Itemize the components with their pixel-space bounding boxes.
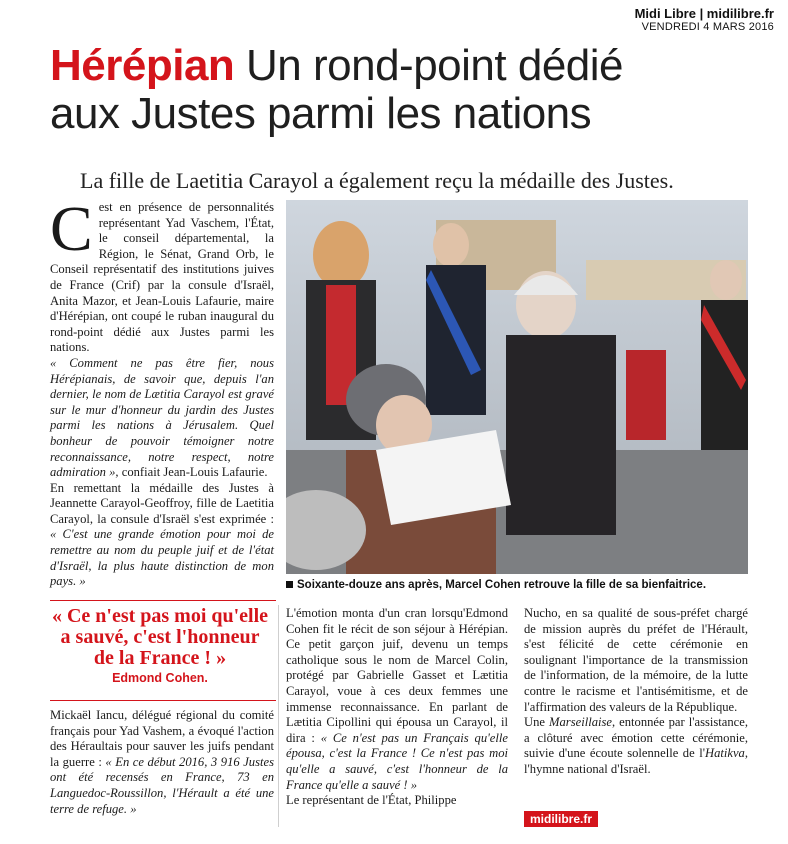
photo-illustration: [286, 200, 748, 574]
deck-subtitle: La fille de Laetitia Carayol a également reçu la médaille des Justes.: [80, 168, 674, 193]
col2-paragraph-2: Le représentant de l'État, Philippe: [286, 793, 457, 808]
midilibre-badge[interactable]: midilibre.fr: [524, 811, 598, 827]
brand-line: Midi Libre | midilibre.fr: [634, 6, 774, 21]
col1b-quote: « En ce début 2016, 3 916 Justes ont été recensés en France, 73 en Languedoc-Roussillon, l'Hérault a été une terre de refuge. »: [50, 754, 274, 816]
col1-quote-1: « Comment ne pas être fier, nous Hérépianais, de savoir que, depuis l'an dernier, le nom de Lætitia Carayol est gravé sur le mur d'honneur du jardin des Justes parmi les nations à Jérusalem. Quel bonheur de pouvoir témoigner notre reconnaissance, notre respect, notre admiration »,: [50, 355, 274, 480]
article-column-1: [50, 193, 274, 590]
col2-paragraph-1: L'émotion monta d'un cran lorsqu'Edmond Cohen fit le récit de son séjour à Hérépian. Ce petit garçon juif, devenu un temps catholique sous le nom de Marcel Colin, protégé par Gabrielle Gasset et Lætitia Carayol, voue à ces deux femmes une immense reconnaissance. En parlant de Lætitia Cipollini qui épousa un Carayol, il dira :: [286, 606, 508, 745]
headline-place: Hérépian: [50, 41, 235, 90]
masthead: [635, 6, 774, 33]
col3-marseillaise: Marseillaise: [549, 715, 612, 730]
headline-line2: aux Justes parmi les nations: [50, 89, 592, 138]
article-column-3: [524, 606, 748, 778]
col3-text-a: Une: [524, 715, 550, 730]
dropcap: C: [50, 193, 93, 264]
article-column-1-continued: [50, 708, 274, 817]
col1b-paragraph: Mickaël Iancu, délégué régional du comité français pour Yad Vashem, a évoqué l'action des Héraultais pour sauver les juifs pendant la guerre :: [50, 708, 274, 769]
col2-quote: « Ce n'est pas un Français qu'elle épousa, c'est la France ! Ce n'est pas moi qu'elle a sauvé, c'est l'honneur de la France qu'elle a sauvé ! »: [286, 730, 508, 792]
pullquote-author: Edmond Cohen.: [112, 671, 208, 685]
ceremony-photo: [286, 200, 748, 574]
col1-paragraph-3: En remettant la médaille des Justes à Jeannette Carayol-Geoffroy, fille de Laetitia Carayol, la consule d'Israël s'est exprimée :: [50, 480, 274, 526]
col1-quote-attribution: confiait Jean-Louis Lafaurie.: [118, 465, 268, 480]
col1-paragraph-1: est en présence de personnalités représentant Yad Vaschem, l'État, le conseil départemental, la Région, le Sénat, Grand Orb, le Conseil représentatif des institutions juives de France (Crif) par la consule d'Israël, Anita Mazor, et Jean-Louis Lafaurie, maire d'Hérépian, ont coupé le ruban inaugural du rond-point dédié aux Justes parmi les nations.: [50, 200, 274, 355]
headline: [50, 42, 770, 138]
pullquote-text: « Ce n'est pas moi qu'elle a sauvé, c'est l'honneur de la France ! »: [51, 605, 269, 669]
caption-text: Soixante-douze ans après, Marcel Cohen retrouve la fille de sa bienfaitrice.: [297, 579, 707, 591]
pullquote-rule-bottom: [50, 700, 276, 701]
photo-caption: [286, 579, 756, 591]
pullquote-rule-top: [50, 600, 276, 601]
pullquote: [50, 606, 270, 685]
col3-paragraph-1: Nucho, en sa qualité de sous-préfet chargé de mission auprès du préfet de l'Hérault, s'est félicité de cette cérémonie en soulignant l'importance de la transmission de l'information, de la mémoire, de la lutte contre le racisme et l'antisémitisme, et de l'affirmation des valeurs de la République.: [524, 606, 748, 714]
issue-date: VENDREDI 4 MARS 2016: [641, 21, 774, 33]
col3-text-e: , l'hymne national d'Israël.: [524, 746, 748, 776]
column-divider: [278, 605, 279, 827]
col3-text-c: , entonnée par l'assistance, a clôturé avec émotion cette cérémonie, suivie d'une écoute solennelle de l': [524, 715, 749, 761]
headline-line1: Un rond-point dédié: [234, 41, 624, 90]
article-column-2: [286, 606, 508, 809]
caption-bullet-icon: [286, 581, 293, 588]
col1-quote-2: « C'est une grande émotion pour moi de remettre au nom du peuple juif et de l'état d'Israël, la plus haute distinction de mon pays. »: [50, 527, 274, 589]
col3-hatikva: Hatikva: [704, 746, 745, 761]
